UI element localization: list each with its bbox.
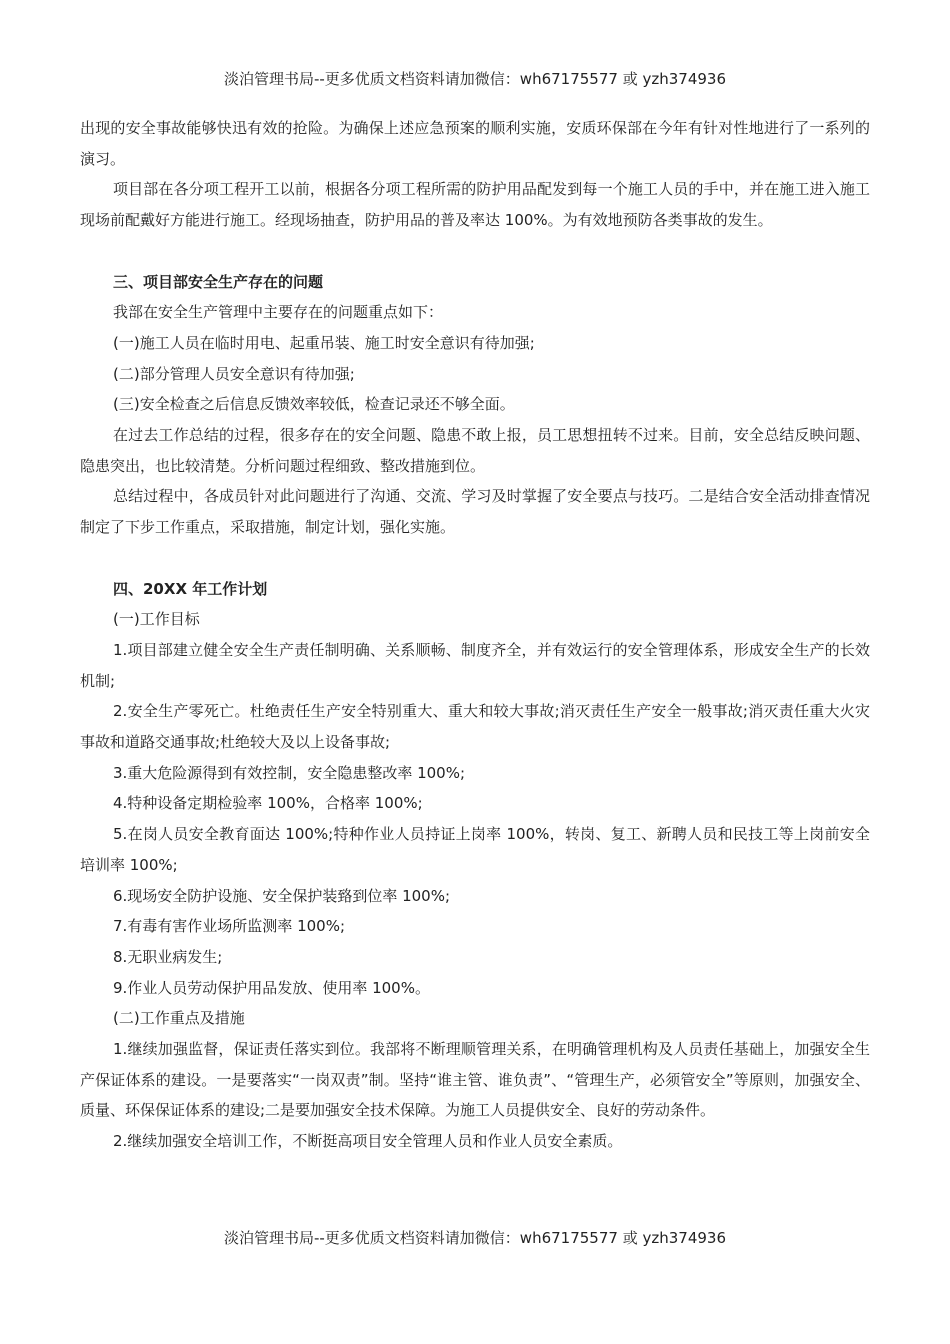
subheading: (二)工作重点及措施	[113, 1009, 245, 1028]
list-item: 4.特种设备定期检验率 100%，合格率 100%;	[113, 794, 423, 813]
list-item: 1.继续加强监督，保证责任落实到位。我部将不断理顺管理关系，在明确管理机构及人员责任基础上，加强安全生产保证体系的建设。一是要落实“一岗双责”制。坚持“谁主管、谁负责”、“管理生产，必须管安全”等原则，加强安全、质量、环保保证体系的建设;二是要加强安全技术保障。为施工人员提供安全、良好的劳动条件。	[80, 1040, 870, 1120]
section-heading: 三、项目部安全生产存在的问题	[113, 272, 324, 291]
list-item: 2.安全生产零死亡。杜绝责任生产安全特别重大、重大和较大事故;消灭责任生产安全一般事故;消灭责任重大火灾事故和道路交通事故;杜绝较大及以上设备事故;	[80, 702, 870, 752]
paragraph: 项目部在各分项工程开工以前，根据各分项工程所需的防护用品配发到每一个施工人员的手中，并在施工进入施工现场前配戴好方能进行施工。经现场抽查，防护用品的普及率达 100%。为有效地预防各类事故的发生。	[80, 180, 870, 230]
subheading: (一)工作目标	[113, 610, 200, 629]
paragraph: 出现的安全事故能够快迅有效的抢险。为确保上述应急预案的顺利实施，安质环保部在今年有针对性地进行了一系列的演习。	[80, 119, 870, 168]
page-header: 淡泊管理书局--更多优质文档资料请加微信：wh67175577 或 yzh374936	[223, 70, 726, 88]
list-item: (三)安全检查之后信息反馈效率较低，检查记录还不够全面。	[113, 395, 515, 414]
blank-line	[80, 236, 870, 267]
list-item: 9.作业人员劳动保护用品发放、使用率 100%。	[113, 978, 430, 997]
list-item: 8.无职业病发生;	[113, 947, 223, 966]
list-item: 2.继续加强安全培训工作，不断挺高项目安全管理人员和作业人员安全素质。	[113, 1132, 623, 1151]
paragraph: 总结过程中，各成员针对此问题进行了沟通、交流、学习及时掌握了安全要点与技巧。二是结合安全活动排查情况制定了下步工作重点，采取措施，制定计划，强化实施。	[80, 487, 870, 537]
list-item: 6.现场安全防护设施、安全保护装臵到位率 100%;	[113, 886, 451, 905]
list-item: (一)施工人员在临时用电、起重吊装、施工时安全意识有待加强;	[113, 333, 535, 352]
blank-line	[80, 543, 870, 574]
list-item: 5.在岗人员安全教育面达 100%;特种作业人员持证上岗率 100%，转岗、复工、新聘人员和民技工等上岗前安全培训率 100%;	[80, 825, 870, 874]
section-heading: 四、20XX 年工作计划	[113, 579, 268, 598]
paragraph: 我部在安全生产管理中主要存在的问题重点如下：	[113, 303, 444, 322]
page-footer: 淡泊管理书局--更多优质文档资料请加微信：wh67175577 或 yzh374936	[223, 1229, 726, 1247]
list-item: 7.有毒有害作业场所监测率 100%;	[113, 917, 346, 936]
list-item: 3.重大危险源得到有效控制，安全隐患整改率 100%;	[113, 763, 466, 782]
document-body	[80, 113, 870, 1157]
list-item: (二)部分管理人员安全意识有待加强;	[113, 364, 355, 383]
list-item: 1.项目部建立健全安全生产责任制明确、关系顺畅、制度齐全，并有效运行的安全管理体系，形成安全生产的长效机制;	[80, 640, 870, 690]
paragraph: 在过去工作总结的过程，很多存在的安全问题、隐患不敢上报，员工思想扭转不过来。目前，安全总结反映问题、隐患突出，也比较清楚。分析问题过程细致、整改措施到位。	[80, 426, 870, 475]
